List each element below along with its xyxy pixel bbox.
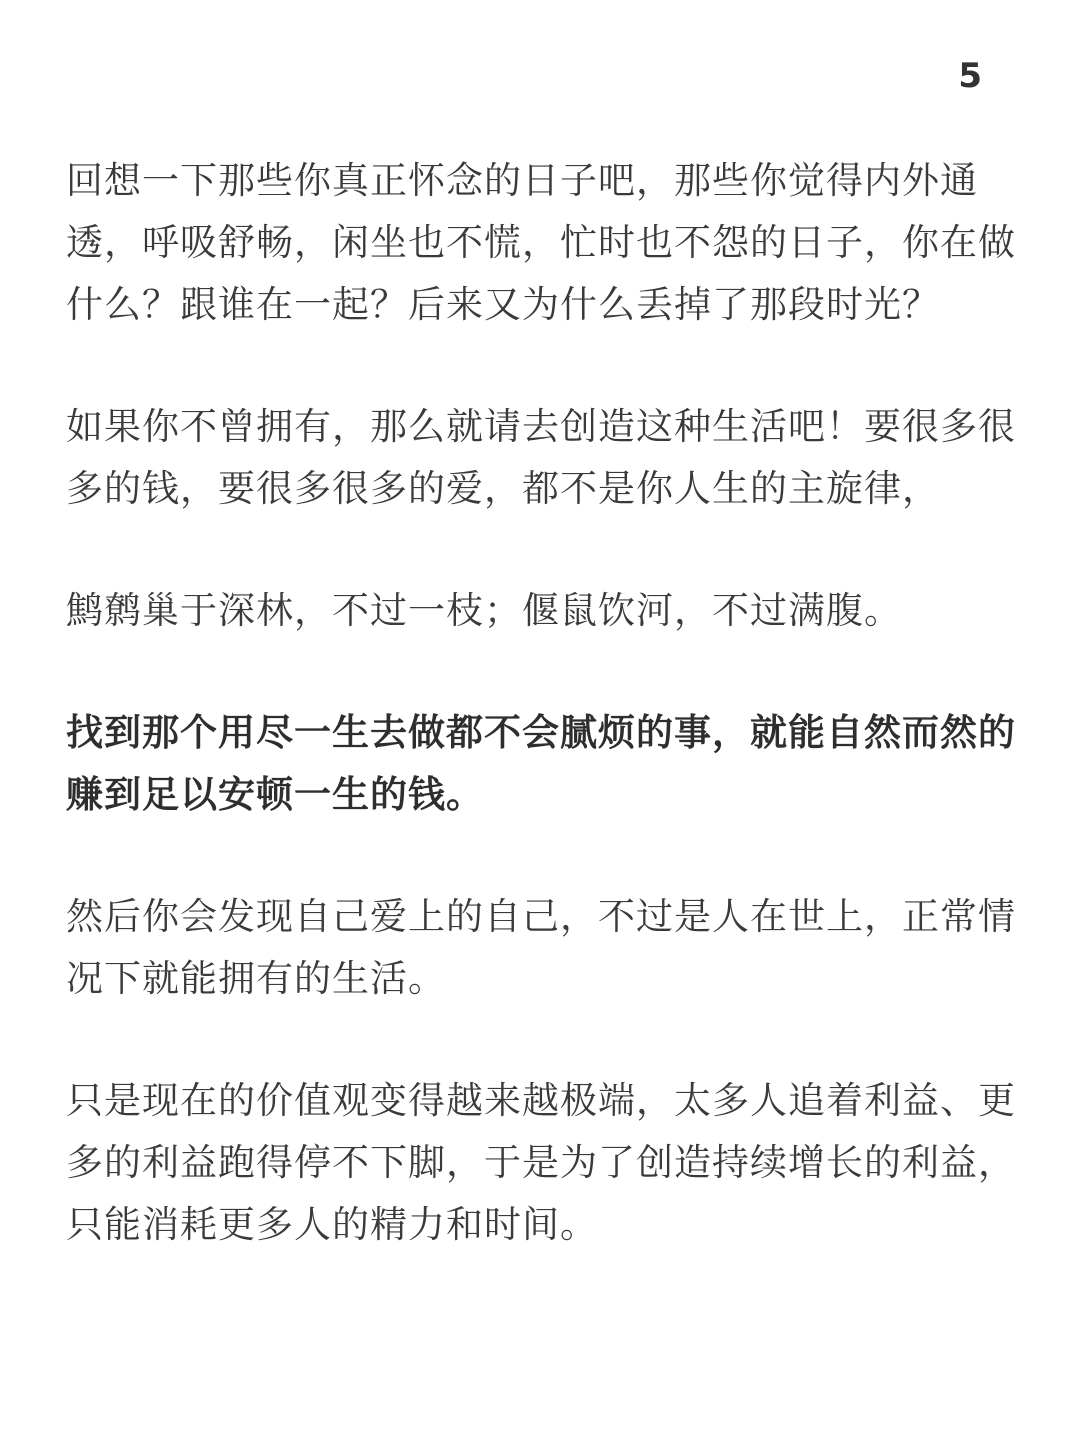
article-body: [66, 150, 1024, 1318]
paragraph-4-emphasis: 找到那个用尽一生去做都不会腻烦的事，就能自然而然的赚到足以安顿一生的钱。: [66, 711, 1016, 816]
paragraph-3: 鹪鹩巢于深林，不过一枝；偃鼠饮河，不过满腹。: [66, 589, 902, 632]
paragraph-6: 只是现在的价值观变得越来越极端，太多人追着利益、更多的利益跑得停不下脚，于是为了创造持续增长的利益，只能消耗更多人的精力和时间。: [66, 1079, 1016, 1246]
page-number: 5: [958, 56, 982, 96]
paragraph-1: 回想一下那些你真正怀念的日子吧，那些你觉得内外通透，呼吸舒畅，闲坐也不慌，忙时也不怨的日子，你在做什么？跟谁在一起？后来又为什么丢掉了那段时光？: [66, 159, 1016, 326]
paragraph-5: 然后你会发现自己爱上的自己，不过是人在世上，正常情况下就能拥有的生活。: [66, 895, 1016, 1000]
paragraph-2: 如果你不曾拥有，那么就请去创造这种生活吧！要很多很多的钱，要很多很多的爱，都不是你人生的主旋律，: [66, 405, 1016, 510]
